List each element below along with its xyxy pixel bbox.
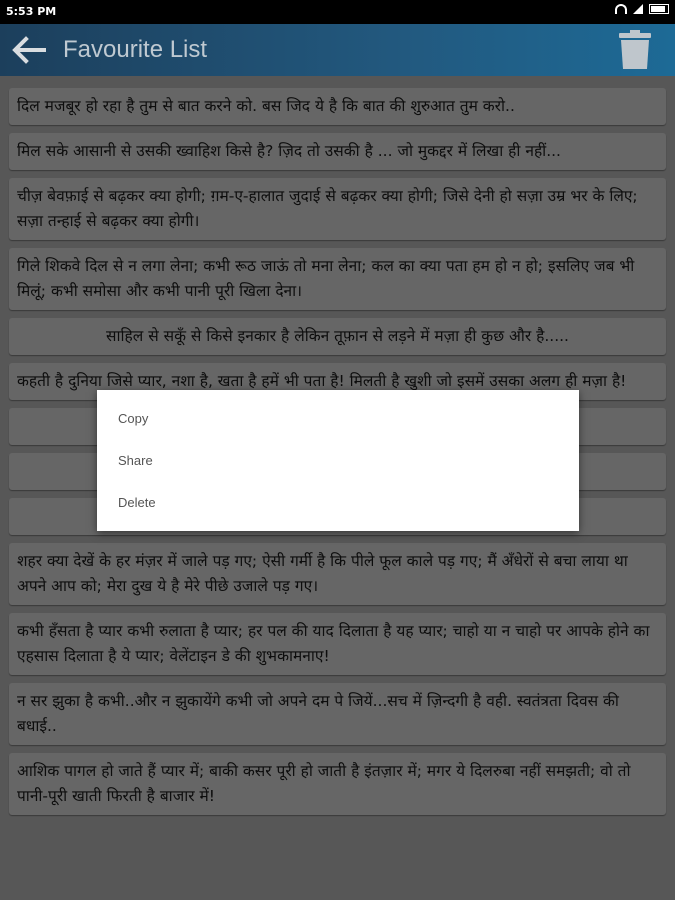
trash-icon[interactable] (617, 30, 653, 70)
menu-item-share[interactable]: Share (118, 453, 153, 468)
arrow-left-icon[interactable] (10, 36, 46, 64)
list-item[interactable]: गिले शिकवे दिल से न लगा लेना; कभी रूठ जाऊं तो मना लेना; कल का क्या पता हम हो न हो; इसलिए जब भी मिलूं; कभी समोसा और कभी पानी पूरी खिला देना। (9, 248, 666, 310)
menu-item-delete[interactable]: Delete (118, 495, 156, 510)
battery-icon (649, 4, 669, 14)
list-item[interactable]: न सर झुका है कभी..और न झुकायेंगे कभी जो अपने दम पे जियें...सच में ज़िन्दगी है वही. स्वतंत्रता दिवस की बधाई.. (9, 683, 666, 745)
signal-icon (633, 4, 643, 14)
list-item[interactable]: कहती है दुनिया जिसे प्यार, नशा है, खता है हमें भी पता है! मिलती है खुशी जो इसमें उसका अलग ही मज़ा है! (9, 363, 666, 400)
context-menu (97, 390, 579, 531)
status-icons (615, 4, 669, 14)
list-item[interactable]: मिल सके आसानी से उसकी ख्वाहिश किसे है? ज़िद तो उसकी है ... जो मुकद्दर में लिखा ही नहीं... (9, 133, 666, 170)
page-title: Favourite List (63, 36, 208, 63)
status-time: 5:53 PM (6, 5, 57, 18)
list-item[interactable]: दिल मजबूर हो रहा है तुम से बात करने को. बस जिद ये है कि बात की शुरुआत तुम करो.. (9, 88, 666, 125)
list-item[interactable]: कभी हँसता है प्यार कभी रुलाता है प्यार; हर पल की याद दिलाता है यह प्यार; चाहो या न चाहो पर आपके होने का एहसास दिलाता है ये प्यार; वेलेंटाइन डे की शुभकामनाए! (9, 613, 666, 675)
list-item[interactable]: आशिक पागल हो जाते हैं प्यार में; बाकी कसर पूरी हो जाती है इंतज़ार में; मगर ये दिलरुबा नहीं समझती; वो तो पानी-पूरी खाती फिरती है बाजार में! (9, 753, 666, 815)
menu-item-copy[interactable]: Copy (118, 411, 149, 426)
status-bar (0, 0, 675, 24)
list-item[interactable]: साहिल से सकूँ से किसे इनकार है लेकिन तूफ़ान से लड़ने में मज़ा ही कुछ और है..... (9, 318, 666, 355)
list-item[interactable]: चीज़ बेवफ़ाई से बढ़कर क्या होगी; ग़म-ए-हालात जुदाई से बढ़कर क्या होगी; जिसे देनी हो सज़ा उम्र भर के लिए; सज़ा तन्हाई से बढ़कर क्या होगी। (9, 178, 666, 240)
app-bar (0, 24, 675, 76)
list-item[interactable]: शहर क्या देखें के हर मंज़र में जाले पड़ गए; ऐसी गर्मी है कि पीले फूल काले पड़ गए; मैं अँधेरों से बचा लाया था अपने आप को; मेरा दुख ये है मेरे पीछे उजाले पड़ गए। (9, 543, 666, 605)
wifi-icon (615, 4, 627, 14)
